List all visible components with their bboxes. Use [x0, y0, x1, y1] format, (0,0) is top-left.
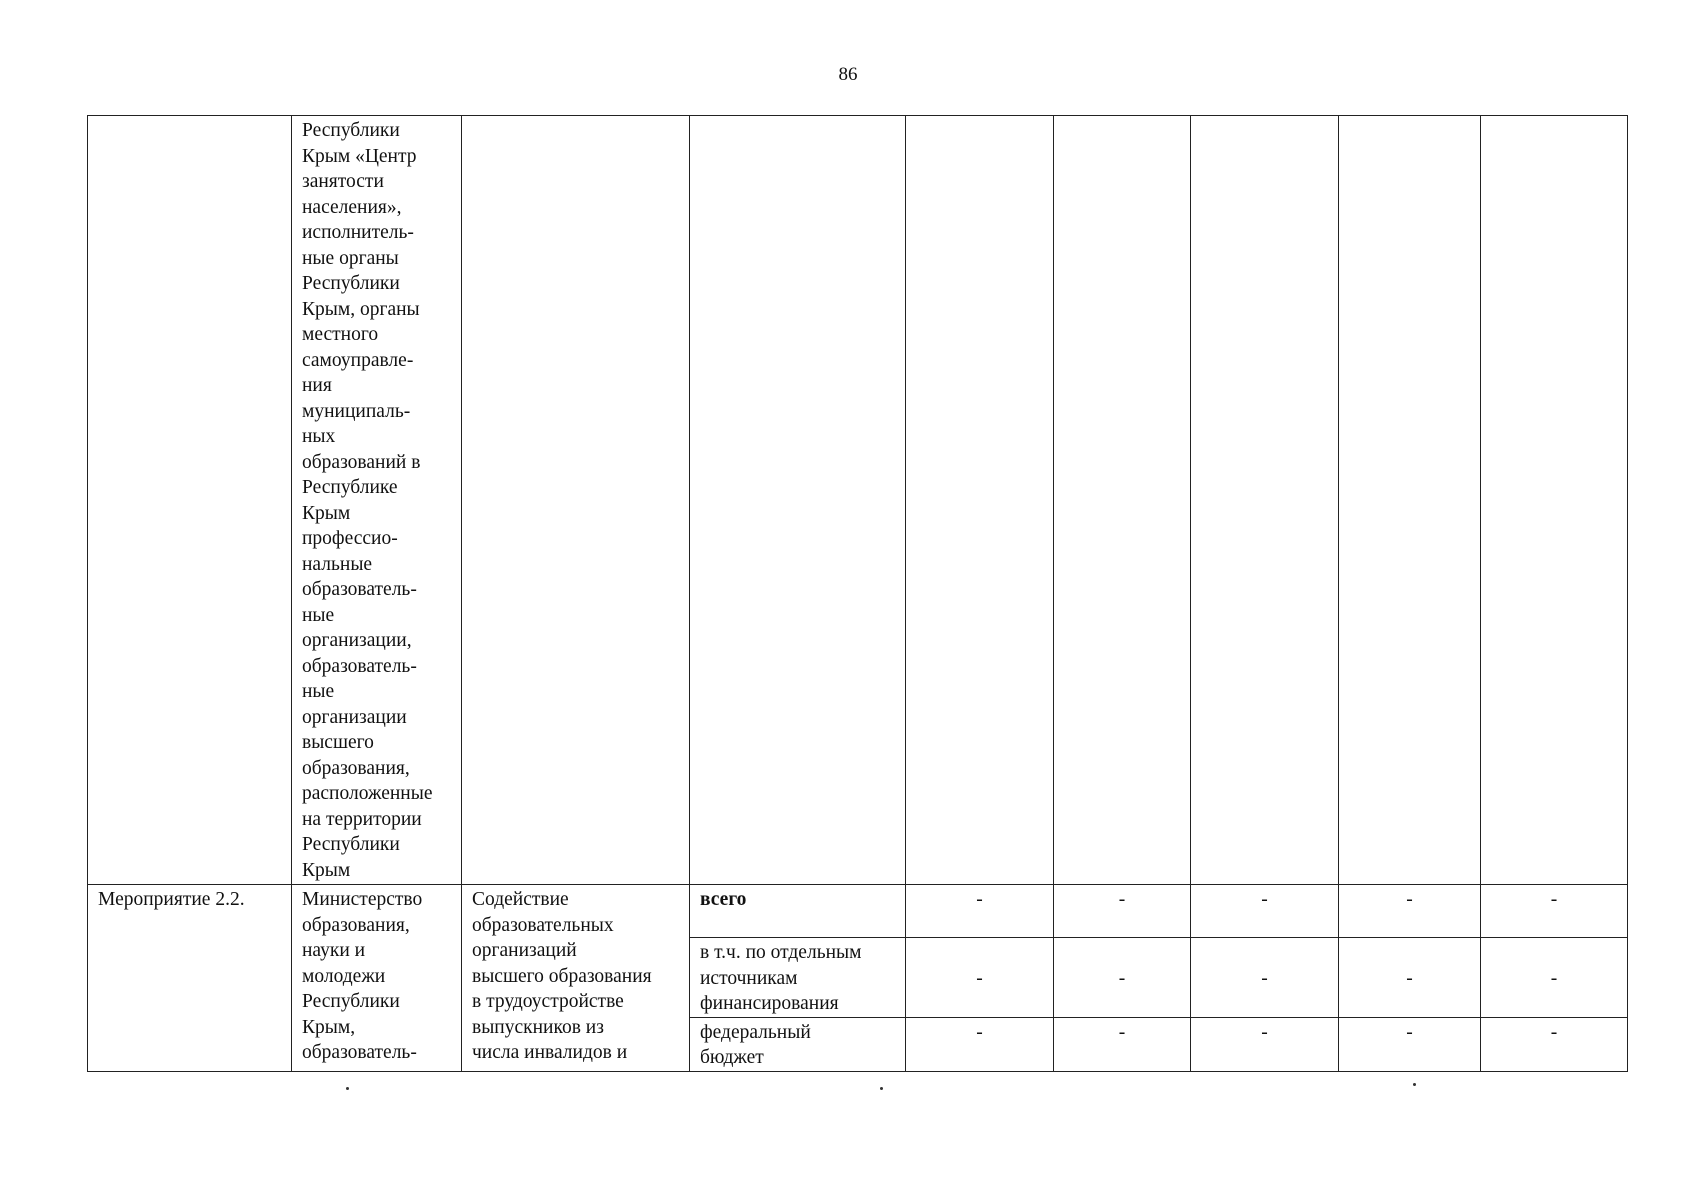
program-table [87, 115, 1628, 1072]
value-cell: - [906, 1017, 1054, 1071]
value-cell: - [1054, 938, 1191, 1018]
scan-speck [880, 1087, 883, 1090]
scan-speck [1413, 1083, 1416, 1086]
value-cell: - [1054, 885, 1191, 938]
value-cell: - [1191, 938, 1339, 1018]
value-cell: - [1054, 1017, 1191, 1071]
continued-row [88, 116, 1628, 885]
table-row [88, 885, 1628, 938]
value-cell: - [1339, 885, 1481, 938]
measure-description: Содействие образовательных организаций высшего образования в трудоустройстве выпускников из числа инвалидов и [462, 885, 690, 1072]
value-cell [906, 116, 1054, 885]
measure-name-cell [88, 116, 292, 885]
funding-source-breakdown: в т.ч. по отдельным источникам финансирования [690, 938, 906, 1018]
value-cell: - [1481, 938, 1628, 1018]
page-number: 86 [838, 64, 858, 85]
measure-responsible: Министерство образования, науки и молодежи Республики Крым, образователь- [292, 885, 462, 1072]
measure-name: Мероприятие 2.2. [88, 885, 292, 1072]
value-cell [1339, 116, 1481, 885]
description-cell [462, 116, 690, 885]
value-cell: - [1191, 885, 1339, 938]
value-cell [1054, 116, 1191, 885]
value-cell: - [906, 938, 1054, 1018]
responsible-cell: Республики Крым «Центр занятости населения», исполнитель- ные органы Республики Крым, органы местного самоуправле- ния муниципаль- ных образований в Республике Крым профессио- нальные образователь- ные организации, образователь- ные организации высшего образования, расположенные на территории Республики Крым [292, 116, 462, 885]
value-cell: - [1481, 1017, 1628, 1071]
value-cell: - [906, 885, 1054, 938]
value-cell [1481, 116, 1628, 885]
value-cell: - [1481, 885, 1628, 938]
value-cell: - [1191, 1017, 1339, 1071]
value-cell: - [1339, 938, 1481, 1018]
value-cell [1191, 116, 1339, 885]
funding-source-federal: федеральный бюджет [690, 1017, 906, 1071]
funding-source-total: всего [690, 885, 906, 938]
value-cell: - [1339, 1017, 1481, 1071]
scan-speck [346, 1087, 349, 1090]
source-cell [690, 116, 906, 885]
